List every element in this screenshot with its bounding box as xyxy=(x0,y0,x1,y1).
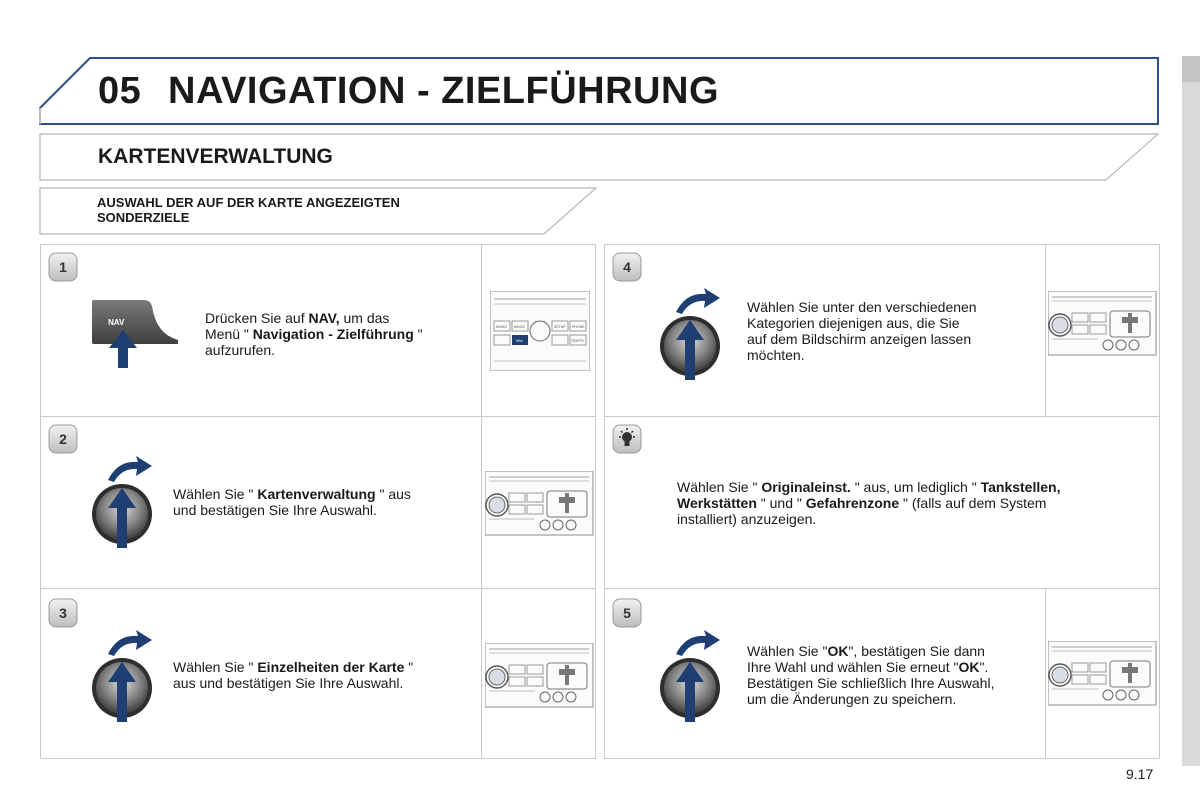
step-4-illustration xyxy=(1045,245,1160,416)
tip-lightbulb-icon xyxy=(612,424,642,454)
subsection-title-line1: AUSWAHL DER AUF DER KARTE ANGEZEIGTEN xyxy=(97,195,400,210)
step-5-text: Wählen Sie "OK", bestätigen Sie dann Ihre Wahl und wählen Sie erneut "OK". Bestätigen Sie schließlich Ihre Auswahl, um die Änderungen zu speichern. xyxy=(747,643,995,707)
step-3-number: 3 xyxy=(59,605,67,621)
step-4-number: 4 xyxy=(623,259,631,275)
page-title: NAVIGATION - ZIELFÜHRUNG xyxy=(168,70,719,112)
step-4-text: Wählen Sie unter den verschiedenen Kategorien diejenigen aus, die Sie auf dem Bildschirm anzeigen lassen möchten. xyxy=(747,299,977,363)
nav-button-label: NAV xyxy=(108,318,125,327)
radio-label-radio: RADIO xyxy=(496,325,508,329)
step-2-number: 2 xyxy=(59,431,67,447)
rotary-knob-icon xyxy=(658,284,724,384)
side-tab-marker xyxy=(1182,56,1200,82)
step-2-illustration xyxy=(481,417,596,588)
chapter-number: 05 xyxy=(98,70,142,112)
step-2-text: Wählen Sie " Kartenverwaltung " aus und bestätigen Sie Ihre Auswahl. xyxy=(173,486,411,518)
step-5-badge xyxy=(612,598,642,628)
step-1-illustration xyxy=(481,245,596,416)
radio-label-music: MUSIC xyxy=(514,325,526,329)
step-5-number: 5 xyxy=(623,605,631,621)
step-1-number: 1 xyxy=(59,259,67,275)
step-4-badge xyxy=(612,252,642,282)
step-1-text: Drücken Sie auf NAV, um das Menü " Navigation - Zielführung " aufzurufen. xyxy=(205,310,423,358)
nav-button-icon xyxy=(90,298,180,370)
radio-label-nav: NAV xyxy=(516,339,523,343)
radio-unit-image xyxy=(1048,291,1158,357)
side-tab xyxy=(1182,56,1200,766)
step-5-illustration xyxy=(1045,589,1160,758)
step-3-text: Wählen Sie " Einzelheiten der Karte " aus und bestätigen Sie Ihre Auswahl. xyxy=(173,659,414,691)
step-3-illustration xyxy=(481,589,596,758)
radio-label-phone: PHONE xyxy=(572,325,585,329)
radio-label-setup: SETUP xyxy=(554,325,566,329)
radio-unit-image xyxy=(1048,641,1158,707)
rotary-knob-icon xyxy=(90,452,156,552)
tip-text: Wählen Sie " Originaleinst. " aus, um lediglich " Tankstellen, Werkstätten " und " Gefahrenzone " (falls auf dem System installiert) anzuzeigen. xyxy=(677,479,1061,527)
radio-label-traffic: TRAFFIC xyxy=(571,339,585,343)
page-number: 9.17 xyxy=(1126,766,1154,782)
rotary-knob-icon xyxy=(658,626,724,726)
radio-unit-image xyxy=(485,643,595,709)
subsection-title xyxy=(97,195,400,225)
step-1-badge xyxy=(48,252,78,282)
rotary-knob-icon xyxy=(90,626,156,726)
section-title: KARTENVERWALTUNG xyxy=(98,145,333,168)
step-2-badge xyxy=(48,424,78,454)
radio-unit-image xyxy=(485,471,595,537)
step-3-badge xyxy=(48,598,78,628)
subsection-title-line2: SONDERZIELE xyxy=(97,210,190,225)
radio-front-panel-image xyxy=(490,291,590,371)
